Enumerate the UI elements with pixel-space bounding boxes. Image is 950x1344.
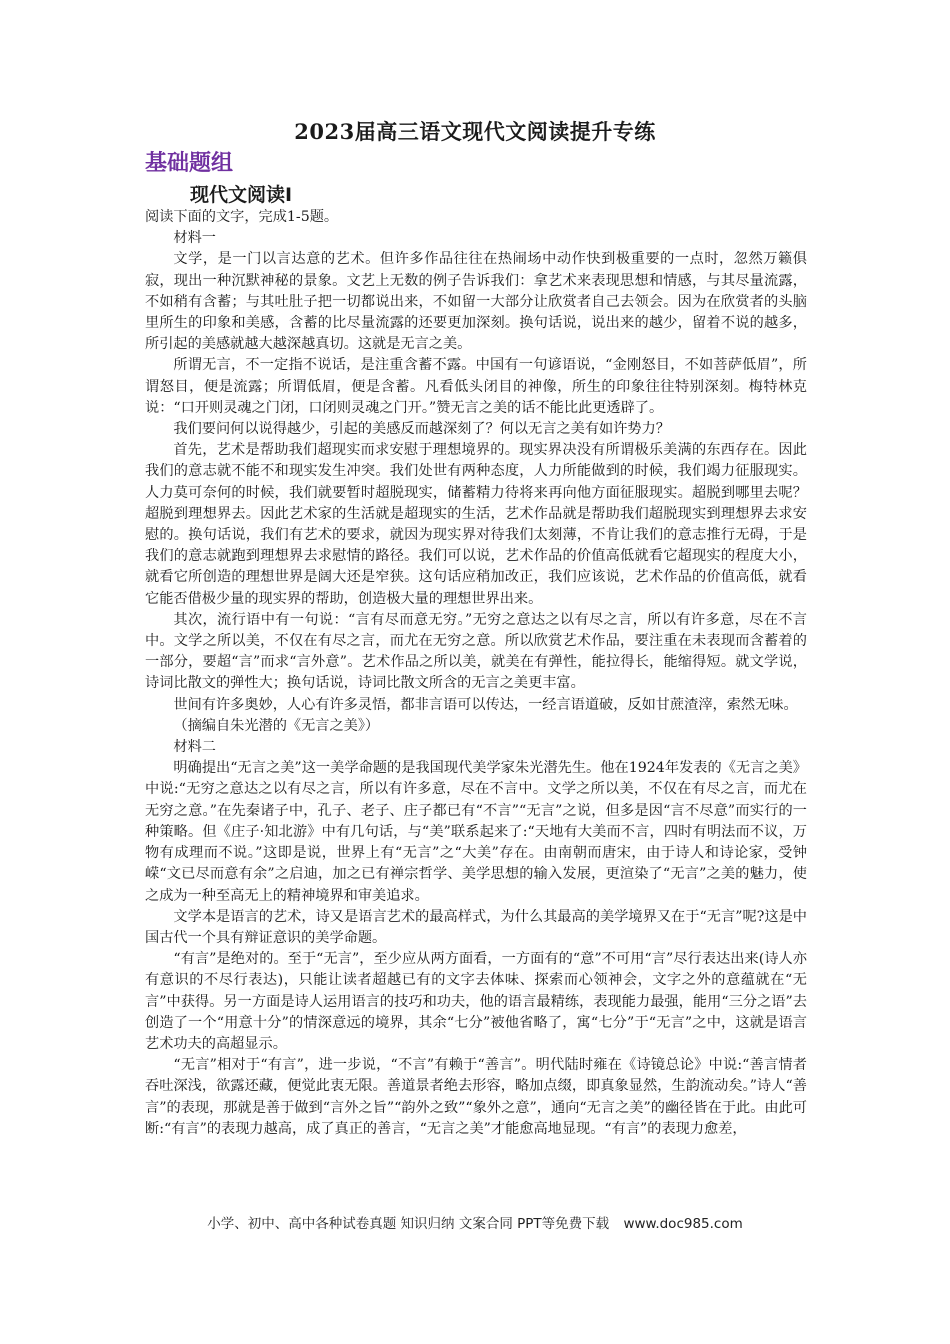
instruction-line: 阅读下面的文字，完成1-5题。 (145, 209, 339, 225)
reading-passage (145, 207, 807, 1140)
paragraph: 文学，是一门以言达意的艺术。但许多作品往往在热闹场中动作快到极重要的一点时，忽然万籁俱寂，现出一种沉默神秘的景象。文艺上无数的例子告诉我们：拿艺术来表现思想和情感，与其尽量流露，不如稍有含蓄；与其吐肚子把一切都说出来，不如留一大部分让欣赏者自己去领会。因为在欣赏者的头脑里所生的印象和美感，含蓄的比尽量流露的还要更加深刻。换句话说，说出来的越少，留着不说的越多，所引起的美感就越大越深越真切。这就是无言之美。 (145, 251, 807, 353)
material-label-1: 材料一 (173, 230, 216, 247)
document-title: 2023届高三语文现代文阅读提升专练 (294, 119, 656, 144)
section-label: 基础题组 (145, 151, 234, 176)
source-citation: （摘编自朱光潜的《无言之美》） (173, 717, 380, 734)
material-label-2: 材料二 (173, 739, 216, 756)
paragraph: 明确提出“无言之美”这一美学命题的是我国现代美学家朱光潜先生。他在1924年发表的《无言之美》中说:“无穷之意达之以有尽之言，所以有许多意，尽在不言中。文学之所以美，不仅在有尽之言，而尤在无穷之意。”在先秦诸子中，孔子、老子、庄子都已有“不言”“无言”之说，但多是因“言不尽意”而实行的一种策略。但《庄子·知北游》中有几句话，与“美”联系起来了:“天地有大美而不言，四时有明法而不议，万物有成理而不说。”这即是说，世界上有“无言”之“大美”存在。由南朝而唐宋，由于诗人和诗论家，受钟嵘“文已尽而意有余”之启迪，加之已有禅宗哲学、美学思想的输入发展，更渲染了“无言”之美的魅力，使之成为一种至高无上的精神境界和审美追求。 (145, 760, 807, 904)
paragraph: “有言”是绝对的。至于“无言”，至少应从两方面看，一方面有的“意”不可用“言”尽行表达出来(诗人亦有意识的不尽行表达)，只能让读者超越已有的文字去体味、探索而心领神会，文字之外的意蕴就在“无言”中获得。另一方面是诗人运用语言的技巧和功夫，他的语言最精练，表现能力最强，能用“三分之语”去创造了一个“用意十分”的情深意远的境界，其余“七分”被他省略了，寓“七分”于“无言”之中，这就是语言艺术功夫的高超显示。 (145, 951, 807, 1052)
paragraph: “无言”相对于“有言”，进一步说，“不言”有赖于“善言”。明代陆时雍在《诗镜总论》中说:“善言情者吞吐深浅，欲露还藏，便觉此衷无限。善道景者绝去形容，略加点缀，即真象显然，生韵流动矣。”诗人“善言”的表现，那就是善于做到“言外之旨”“韵外之致”“象外之意”，通向“无言之美”的幽径皆在于此。由此可断:“有言”的表现力越高，成了真正的善言，“无言之美”才能愈高地显现。“有言”的表现力愈差， (145, 1057, 807, 1137)
paragraph: 世间有许多奥妙，人心有许多灵悟，都非言语可以传达，一经言语道破，反如甘蔗渣滓，索然无味。 (173, 696, 798, 713)
subsection-heading: 现代文阅读Ⅰ (190, 184, 293, 206)
footer-url[interactable]: www.doc985.com (623, 1216, 743, 1232)
paragraph: 我们要问何以说得越少，引起的美感反而越深刻了？何以无言之美有如许势力？ (173, 421, 670, 438)
page-footer (0, 1212, 950, 1232)
paragraph: 其次，流行语中有一句说：“言有尽而意无穷。”无穷之意达之以有尽之言，所以有许多意，尽在不言中。文学之所以美，不仅在有尽之言，而尤在无穷之意。所以欣赏艺术作品，要注重在未表现而含蓄着的一部分，要超“言”而求“言外意”。艺术作品之所以美，就美在有弹性，能拉得长，能缩得短。就文学说，诗词比散文的弹性大；换句话说，诗词比散文所含的无言之美更丰富。 (145, 611, 807, 692)
paragraph: 所谓无言，不一定指不说话，是注重含蓄不露。中国有一句谚语说，“金刚怒目，不如菩萨低眉”，所谓怒目，便是流露；所谓低眉，便是含蓄。凡看低头闭目的神像，所生的印象往往特别深刻。梅特林克说：“口开则灵魂之门闭，口闭则灵魂之门开。”赞无言之美的话不能比此更透辟了。 (145, 357, 807, 416)
footer-text: 小学、初中、高中各种试卷真题 知识归纳 文案合同 PPT等免费下载 (207, 1216, 610, 1232)
paragraph: 首先，艺术是帮助我们超现实而求安慰于理想境界的。现实界决没有所谓极乐美满的东西存在。因此我们的意志就不能不和现实发生冲突。我们处世有两种态度，人力所能做到的时候，我们竭力征服现实。人力莫可奈何的时候，我们就要暂时超脱现实，储蓄精力待将来再向他方面征服现实。超脱到哪里去呢？超脱到理想界去。因此艺术家的生活就是超现实的生活，艺术作品就是帮助我们超脱现实到理想界去求安慰的。换句话说，我们有艺术的要求，就因为现实界对待我们太刻薄，不肯让我们的意志推行无碍，于是我们的意志就跑到理想界去求慰情的路径。我们可以说，艺术作品的价值高低就看它超现实的程度大小，就看它所创造的理想世界是阔大还是窄狭。这句话应稍加改正，我们应该说，艺术作品的价值高低，就看它能否借极少量的现实界的帮助，创造极大量的理想世界出来。 (145, 442, 807, 607)
paragraph: 文学本是语言的艺术，诗又是语言艺术的最高样式，为什么其最高的美学境界又在于“无言”呢?这是中国古代一个具有辩证意识的美学命题。 (145, 908, 807, 946)
